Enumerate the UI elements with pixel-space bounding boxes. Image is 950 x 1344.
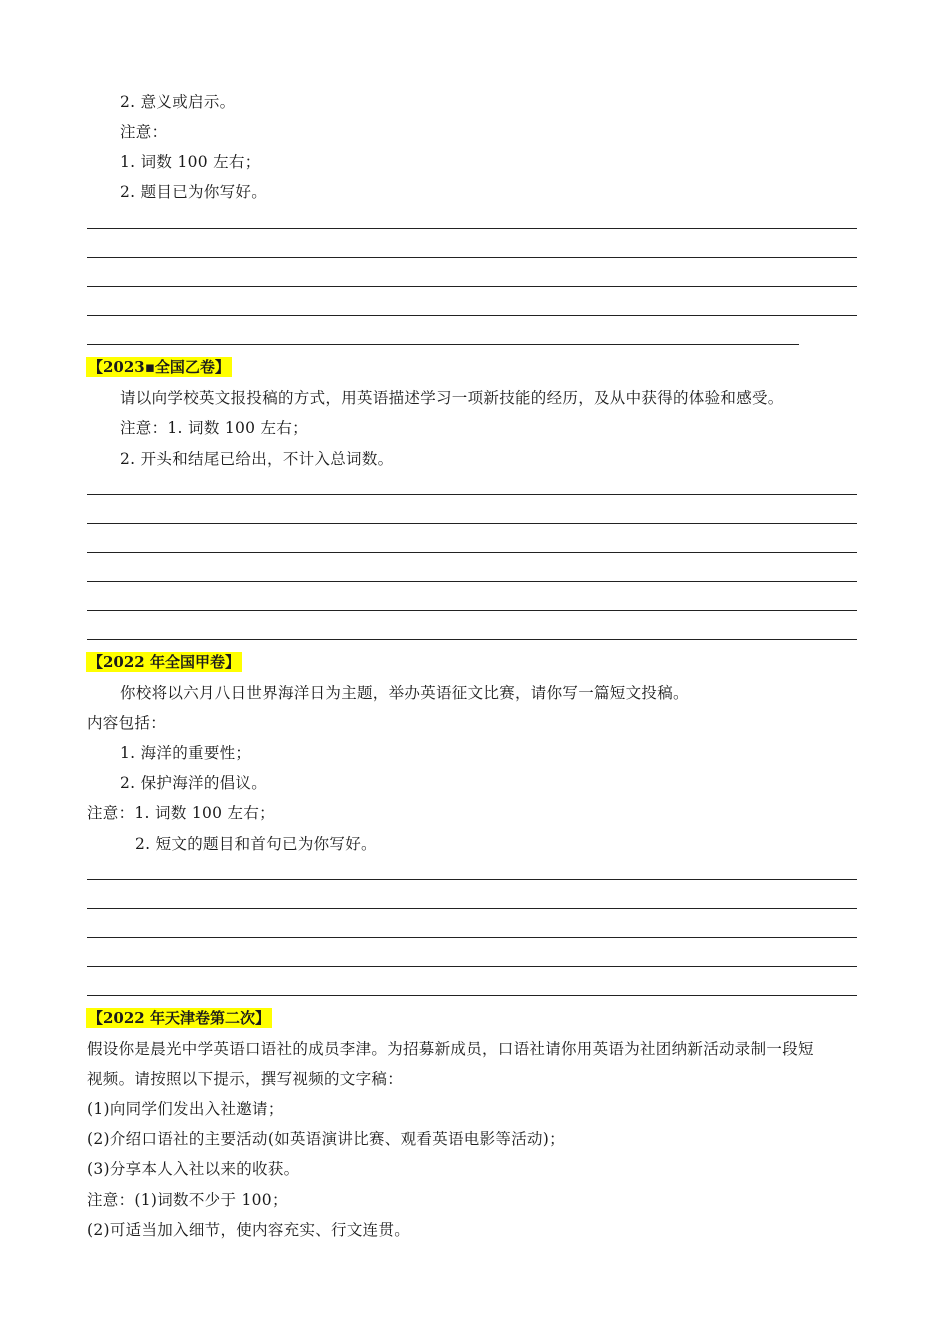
text-line: (2)可适当加入细节，使内容充实、行文连贯。 <box>87 1221 411 1239</box>
answer-line <box>87 315 857 316</box>
text-line: 1. 海洋的重要性； <box>120 744 252 762</box>
answer-line <box>87 552 857 553</box>
text-line: 注意：1. 词数 100 左右； <box>87 804 275 822</box>
text-line: 2. 保护海洋的倡议。 <box>120 774 268 792</box>
text-line: 2. 题目已为你写好。 <box>120 183 268 201</box>
prompt-text: 假设你是晨光中学英语口语社的成员李津。为招募新成员，口语社请你用英语为社团纳新活动录制一段短 <box>87 1040 814 1058</box>
answer-line <box>87 610 857 611</box>
text-line: 注意：(1)词数不少于 100； <box>87 1191 288 1209</box>
text-line: 1. 词数 100 左右； <box>120 153 261 171</box>
source-tag: 【2023▪全国乙卷】 <box>88 358 230 376</box>
answer-line <box>87 639 857 640</box>
prompt-text: 你校将以六月八日世界海洋日为主题，举办英语征文比赛，请你写一篇短文投稿。 <box>120 684 689 702</box>
answer-line <box>87 286 857 287</box>
answer-line <box>87 494 857 495</box>
answer-line <box>87 879 857 880</box>
text-line: (3)分享本人入社以来的收获。 <box>87 1160 300 1178</box>
source-tag: 【2022 年全国甲卷】 <box>88 653 240 671</box>
answer-line <box>87 966 857 967</box>
answer-line <box>87 908 857 909</box>
prompt-text: 请以向学校英文报投稿的方式，用英语描述学习一项新技能的经历，及从中获得的体验和感受。 <box>120 389 784 407</box>
answer-line <box>87 581 857 582</box>
prompt-text: 视频。请按照以下提示，撰写视频的文字稿： <box>87 1070 404 1088</box>
answer-line <box>87 257 857 258</box>
answer-line <box>87 995 857 996</box>
text-line: 注意：1. 词数 100 左右； <box>120 419 308 437</box>
answer-line <box>87 228 857 229</box>
source-tag: 【2022 年天津卷第二次】 <box>88 1009 270 1027</box>
text-line: 注意： <box>120 123 168 141</box>
text-line: (2)介绍口语社的主要活动(如英语演讲比赛、观看英语电影等活动)； <box>87 1130 565 1148</box>
text-line: 内容包括： <box>87 714 167 732</box>
text-line: (1)向同学们发出入社邀请； <box>87 1100 284 1118</box>
answer-line <box>87 523 857 524</box>
text-line: 2. 短文的题目和首句已为你写好。 <box>135 835 377 853</box>
text-line: 2. 开头和结尾已给出，不计入总词数。 <box>120 450 394 468</box>
answer-line <box>87 344 799 345</box>
text-line: 2. 意义或启示。 <box>120 93 236 111</box>
answer-line <box>87 937 857 938</box>
